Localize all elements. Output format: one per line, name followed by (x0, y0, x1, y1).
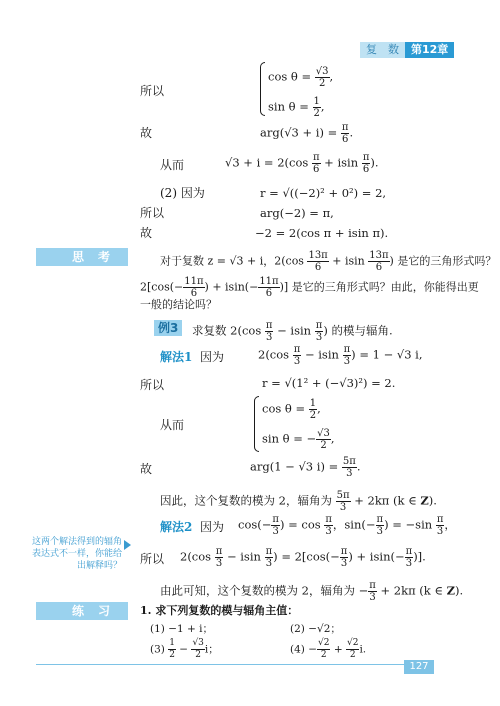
conclusion-2: 由此可知，这个复数的模为 2，辐角为 − $\frac{\pi}{3}$ + 2kπ (k ∈ Z). (160, 580, 464, 603)
text-part2: (2) 因为 (160, 186, 205, 200)
exercise-item-3: (3) $\frac{1}{2}$ − $\frac{√3}{2}$ i； (150, 638, 219, 660)
text-so-3: 所以 (140, 378, 165, 392)
page-number: 127 (404, 660, 434, 674)
exercise-question: 1. 求下列复数的模与辐角主值： (140, 604, 299, 617)
eq-sin-theta-3: sin θ = − $\frac{√3}{2}$ , (262, 428, 335, 451)
arrow-right-icon (124, 540, 131, 550)
exercise-item-1: (1) −1 + i； (150, 623, 214, 635)
think-question-3: 一般的结论吗？ (140, 298, 217, 311)
text-therefore-3: 故 (140, 462, 153, 476)
eq-r-3: r = √(1² + (−√3)²) = 2. (262, 376, 396, 390)
eq-arg-2: arg(−2) = π, (260, 206, 334, 220)
exercise-label: 练习 (36, 602, 128, 620)
think-question-1: 对于复数 z = √3 + i，2(cos $\frac{13\pi}{6}$ + isin $\frac{13\pi}{6}$ ) 是它的三角形式吗？ (160, 250, 497, 273)
footer-rule (36, 664, 432, 665)
text-so-4: 所以 (140, 552, 165, 566)
solution-2-label: 解法2 (160, 520, 193, 534)
think-question-2: 2[cos(− $\frac{11\pi}{6}$ ) + isin(− $\frac{11\pi}{6}$ )] 是它的三角形式吗？由此，你能得出更 (140, 276, 479, 299)
chapter-name: 复 数 (360, 42, 405, 58)
solution-1-eq: 2(cos $\frac{\pi}{3}$ − isin $\frac{\pi}{3}$ ) = 1 − √3 i, (258, 344, 423, 367)
example-3-label: 例3 (154, 320, 182, 336)
think-label: 思考 (36, 248, 128, 266)
text-thus-3: 从而 (160, 418, 185, 432)
text-therefore-2: 故 (140, 226, 153, 240)
exercise-item-2: (2) −√2； (290, 623, 341, 635)
solution-2-eq: cos(− $\frac{\pi}{3}$ ) = cos $\frac{\pi}{3}$ ，sin(− $\frac{\pi}{3}$ ) = −sin $\frac{\pi}{3}$ ， (238, 514, 456, 537)
side-note: 这两个解法得到的辐角表达式不一样，你能给出解释吗？ (31, 537, 122, 571)
eq-cos-theta-1: cos θ = $\frac{√3}{2}$ , (268, 66, 334, 89)
eq-polar-1: √3 + i = 2(cos $\frac{\pi}{6}$ + isin $\frac{\pi}{6}$ ). (225, 152, 379, 175)
conclusion-1: 因此，这个复数的模为 2，辐角为 $\frac{5\pi}{3}$ + 2kπ (k ∈ Z). (160, 490, 437, 513)
eq-sin-theta-1: sin θ = $\frac{1}{2}$ , (268, 96, 325, 119)
text-so-1: 所以 (140, 84, 165, 98)
solution-1-because: 因为 (200, 350, 225, 364)
example-3-text: 求复数 2(cos $\frac{\pi}{3}$ − isin $\frac{\pi}{3}$ ) 的模与辐角. (192, 320, 393, 343)
solution-1-label: 解法1 (160, 350, 193, 364)
eq-arg-3: arg(1 − √3 i) = $\frac{5\pi}{3}$ . (250, 456, 361, 479)
text-so-2: 所以 (140, 206, 165, 220)
eq-arg-1: arg(√3 + i) = $\frac{\pi}{6}$ . (260, 122, 354, 145)
text-therefore-1: 故 (140, 126, 153, 140)
exercise-item-4: (4) − $\frac{√2}{2}$ + $\frac{√2}{2}$ i. (290, 638, 367, 660)
system-brace-1 (260, 62, 265, 116)
eq-polar-2: −2 = 2(cos π + isin π). (255, 226, 389, 240)
system-brace-3 (254, 396, 259, 452)
eq-cos-theta-3: cos θ = $\frac{1}{2}$ , (262, 398, 321, 421)
solution-2-polar: 2(cos $\frac{\pi}{3}$ − isin $\frac{\pi}{3}$ ) = 2[cos(− $\frac{\pi}{3}$ ) + isin(− $\frac{\pi}{3}$ )]. (180, 546, 426, 569)
solution-2-because: 因为 (200, 520, 225, 534)
eq-r-2: r = √((−2)² + 0²) = 2, (260, 186, 387, 200)
chapter-number: 第12章 (405, 42, 454, 58)
text-thus-1: 从而 (160, 158, 185, 172)
